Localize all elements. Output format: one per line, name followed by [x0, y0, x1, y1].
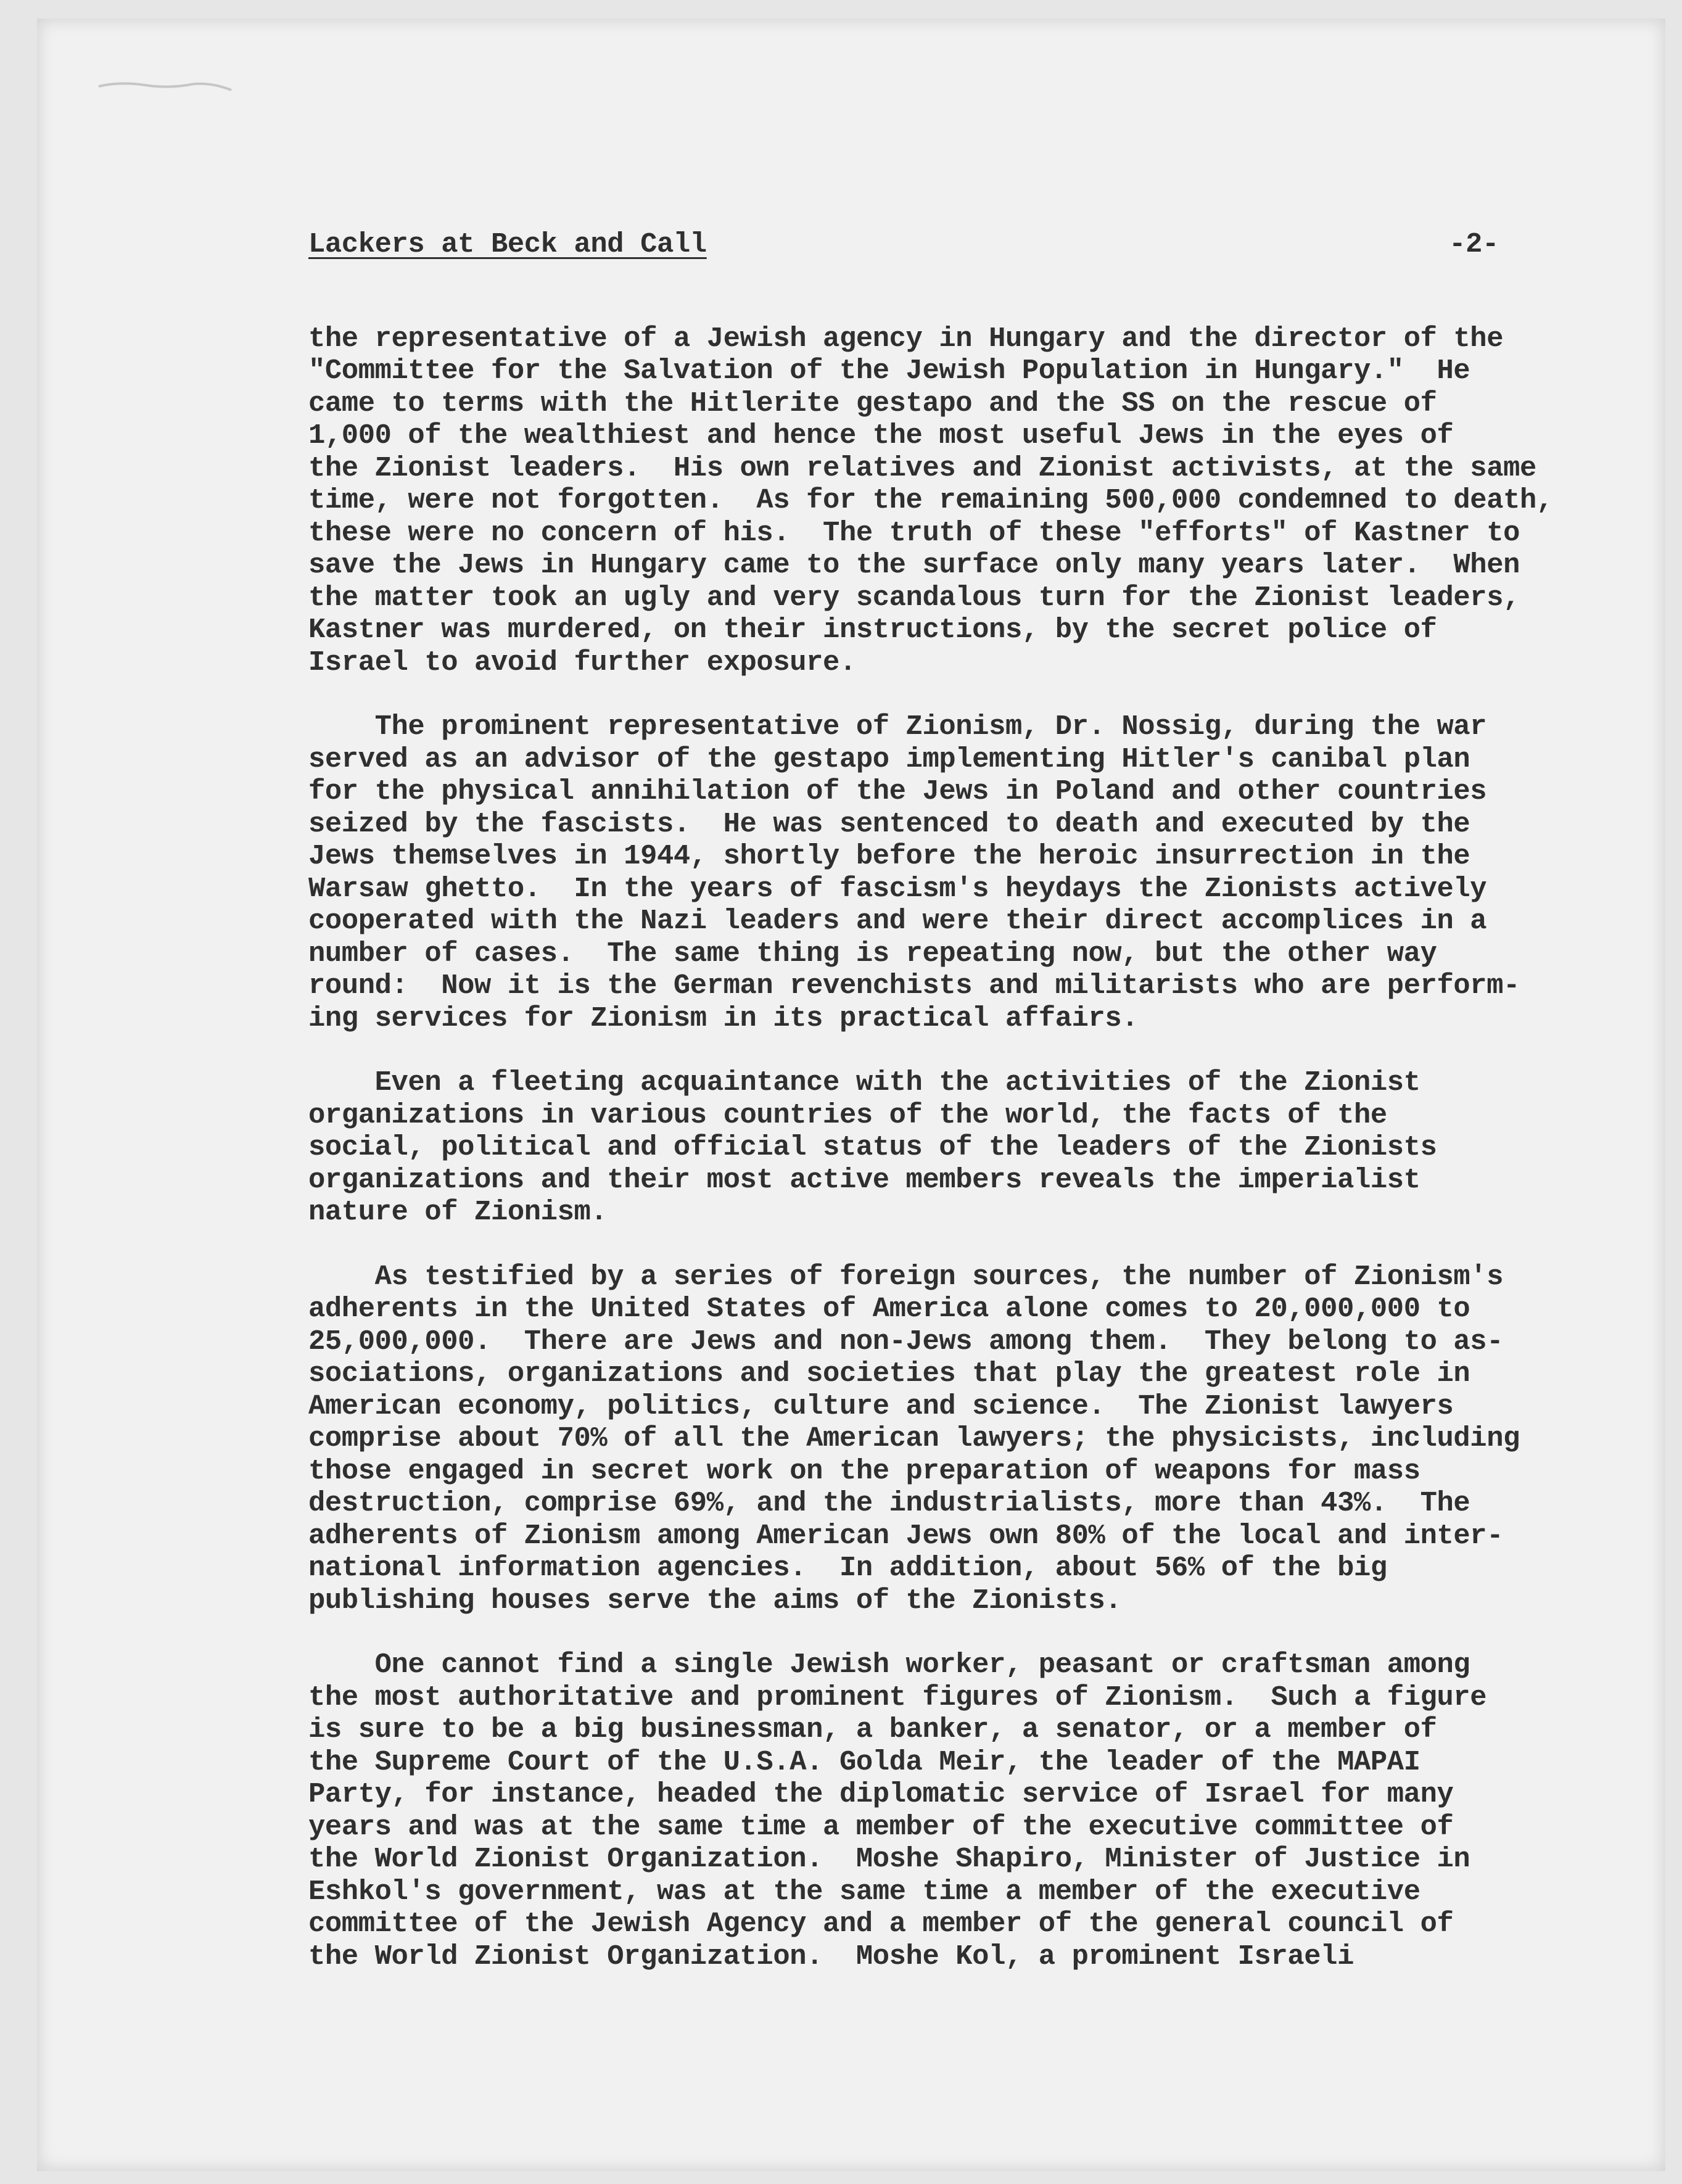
- text-line: "Committee for the Salvation of the Jewish Population in Hungary." He: [308, 355, 1470, 387]
- paragraph: [308, 1260, 1520, 1617]
- text-line: American economy, politics, culture and science. The Zionist lawyers: [308, 1390, 1454, 1422]
- paragraph: [308, 1649, 1499, 1972]
- text-line: came to terms with the Hitlerite gestapo and the SS on the rescue of: [308, 387, 1437, 419]
- text-line: sociations, organizations and societies that play the greatest role in: [308, 1358, 1470, 1390]
- text-line: nature of Zionism.: [308, 1196, 608, 1228]
- document-sheet: [37, 19, 1665, 2171]
- pencil-mark: [96, 74, 237, 99]
- text-line: As testified by a series of foreign sources, the number of Zionism's: [308, 1260, 1504, 1293]
- text-line: served as an advisor of the gestapo implementing Hitler's canibal plan: [308, 743, 1470, 775]
- text-line: national information agencies. In addition, about 56% of the big: [308, 1552, 1387, 1584]
- text-line: save the Jews in Hungary came to the surface only many years later. When: [308, 549, 1520, 581]
- text-line: ing services for Zionism in its practical affairs.: [308, 1002, 1139, 1034]
- text-line: cooperated with the Nazi leaders and were their direct accomplices in a: [308, 905, 1487, 937]
- text-line: 25,000,000. There are Jews and non-Jews among them. They belong to as-: [308, 1325, 1504, 1358]
- paragraph: [308, 711, 1520, 1034]
- text-line: the Supreme Court of the U.S.A. Golda Meir, the leader of the MAPAI: [308, 1745, 1420, 1778]
- text-line: seized by the fascists. He was sentenced to death and executed by the: [308, 807, 1470, 840]
- text-line: One cannot find a single Jewish worker, peasant or craftsman among: [308, 1649, 1470, 1681]
- text-line: the World Zionist Organization. Moshe Kol, a prominent Israeli: [308, 1940, 1354, 1972]
- text-line: Warsaw ghetto. In the years of fascism's heydays the Zionists actively: [308, 872, 1487, 905]
- text-line: organizations in various countries of the world, the facts of the: [308, 1098, 1387, 1131]
- page-header: [308, 228, 1499, 261]
- text-line: years and was at the same time a member of the executive committee of: [308, 1810, 1454, 1843]
- text-line: the representative of a Jewish agency in Hungary and the director of the: [308, 322, 1504, 355]
- text-line: Israel to avoid further exposure.: [308, 646, 856, 678]
- text-line: comprise about 70% of all the American lawyers; the physicists, including: [308, 1422, 1520, 1454]
- text-line: destruction, comprise 69%, and the industrialists, more than 43%. The: [308, 1487, 1470, 1519]
- document-body: [308, 228, 1553, 2005]
- text-line: Eshkol's government, was at the same time a member of the executive: [308, 1875, 1420, 1908]
- paragraph-list: [308, 322, 1553, 1973]
- text-line: the matter took an ugly and very scandalous turn for the Zionist leaders,: [308, 581, 1520, 614]
- running-title: Lackers at Beck and Call: [308, 228, 707, 260]
- text-line: for the physical annihilation of the Jews in Poland and other countries: [308, 775, 1487, 807]
- text-line: adherents of Zionism among American Jews own 80% of the local and inter-: [308, 1519, 1504, 1552]
- text-line: committee of the Jewish Agency and a member of the general council of: [308, 1908, 1454, 1940]
- text-line: Even a fleeting acquaintance with the activities of the Zionist: [308, 1066, 1420, 1098]
- text-line: the Zionist leaders. His own relatives and Zionist activists, at the same: [308, 451, 1536, 484]
- text-line: adherents in the United States of America alone comes to 20,000,000 to: [308, 1293, 1470, 1325]
- paragraph: [308, 1066, 1499, 1229]
- text-line: Jews themselves in 1944, shortly before the heroic insurrection in the: [308, 840, 1470, 872]
- text-line: number of cases. The same thing is repeating now, but the other way: [308, 937, 1437, 970]
- text-line: social, political and official status of the leaders of the Zionists: [308, 1131, 1437, 1163]
- text-line: round: Now it is the German revenchists and militarists who are perform-: [308, 970, 1520, 1002]
- text-line: those engaged in secret work on the preparation of weapons for mass: [308, 1454, 1420, 1487]
- page-number: -2-: [1449, 228, 1499, 260]
- text-line: time, were not forgotten. As for the remaining 500,000 condemned to death,: [308, 484, 1553, 516]
- text-line: The prominent representative of Zionism, Dr. Nossig, during the war: [308, 711, 1487, 743]
- text-line: these were no concern of his. The truth of these "efforts" of Kastner to: [308, 516, 1520, 549]
- text-line: the most authoritative and prominent figures of Zionism. Such a figure: [308, 1681, 1487, 1713]
- text-line: Party, for instance, headed the diplomatic service of Israel for many: [308, 1778, 1454, 1810]
- paragraph: [308, 322, 1553, 679]
- text-line: publishing houses serve the aims of the Zionists.: [308, 1584, 1122, 1617]
- text-line: Kastner was murdered, on their instructions, by the secret police of: [308, 614, 1437, 646]
- text-line: 1,000 of the wealthiest and hence the most useful Jews in the eyes of: [308, 419, 1454, 451]
- text-line: the World Zionist Organization. Moshe Shapiro, Minister of Justice in: [308, 1843, 1470, 1875]
- text-line: is sure to be a big businessman, a banker, a senator, or a member of: [308, 1713, 1437, 1745]
- text-line: organizations and their most active members reveals the imperialist: [308, 1163, 1420, 1196]
